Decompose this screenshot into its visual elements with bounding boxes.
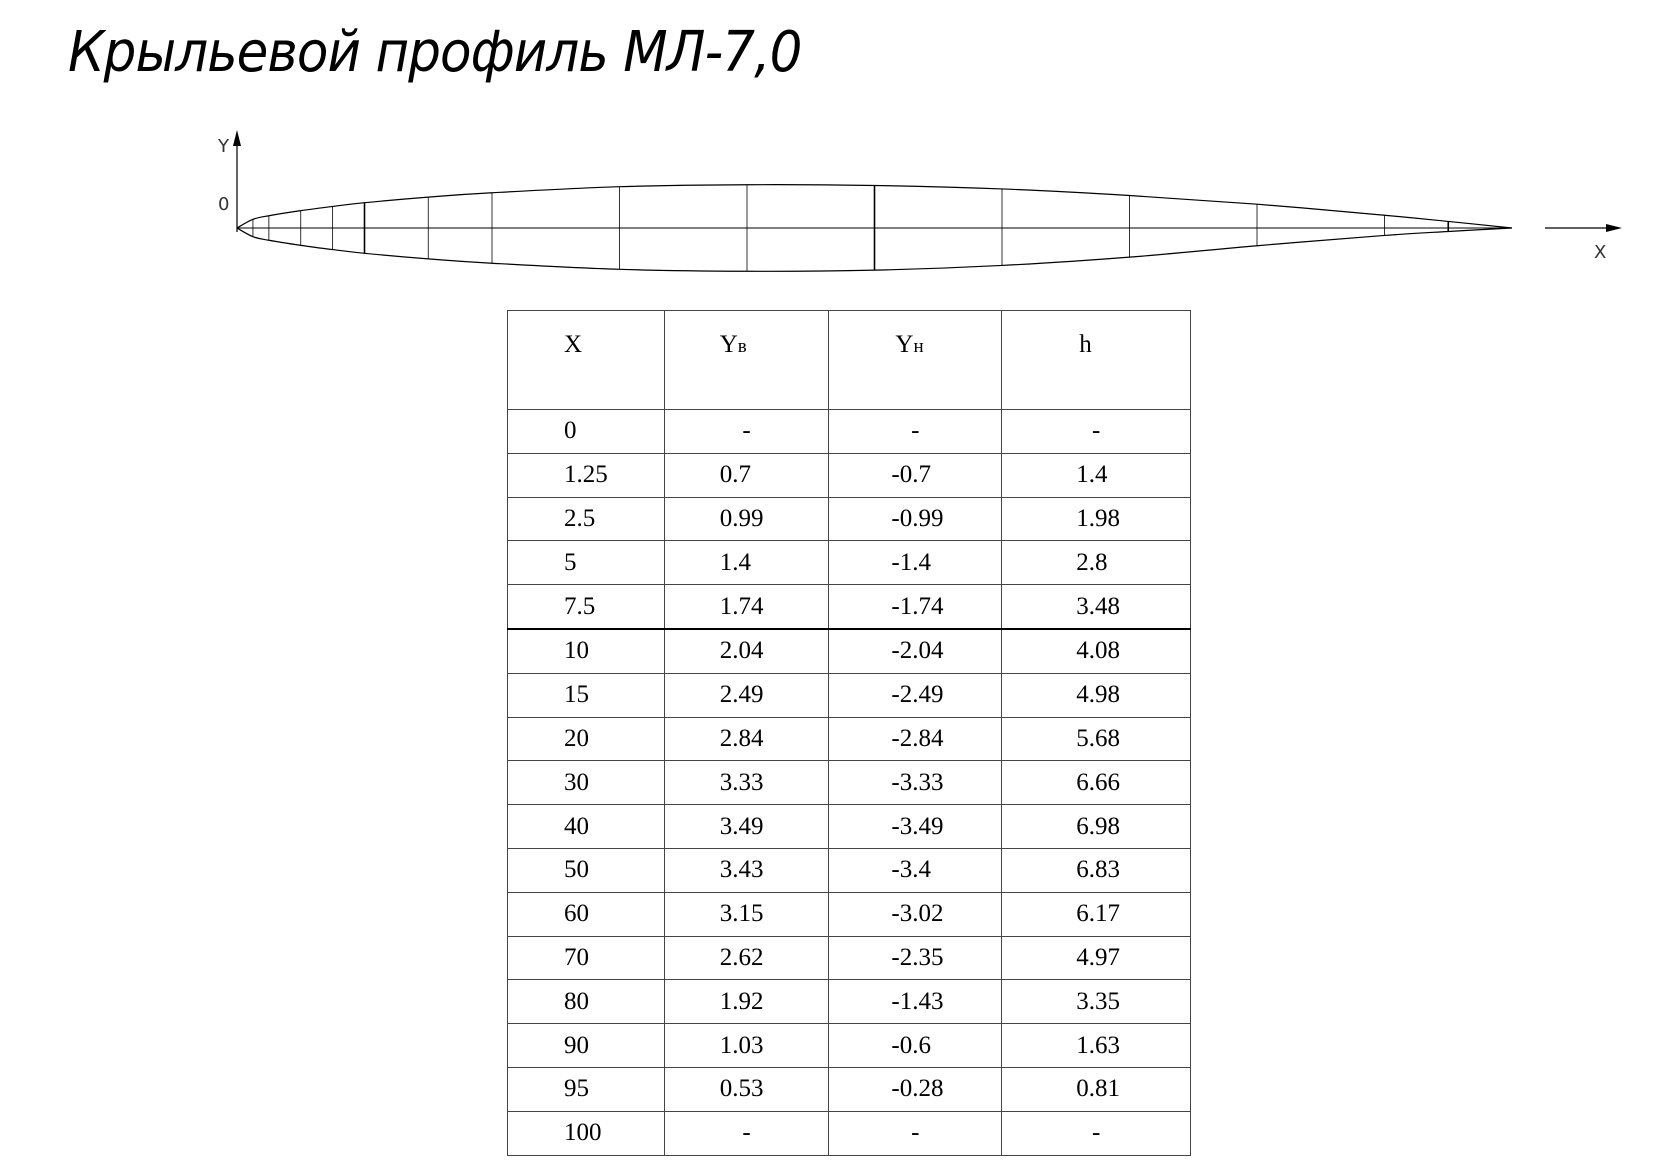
table-row <box>508 453 1191 497</box>
table-row <box>508 673 1191 717</box>
cell-x: 90 <box>508 1024 665 1068</box>
cell-h: 2.8 <box>1002 541 1191 585</box>
y-axis-arrow <box>233 130 241 146</box>
cell-x: 40 <box>508 805 665 849</box>
cell-x: 70 <box>508 936 665 980</box>
cell-y-upper: 0.7 <box>664 453 829 497</box>
table-row <box>508 1067 1191 1111</box>
cell-y-lower: - <box>829 410 1002 454</box>
cell-y-lower: -3.49 <box>829 805 1002 849</box>
cell-y-lower: -0.6 <box>829 1024 1002 1068</box>
table-row <box>508 1024 1191 1068</box>
cell-y-upper: 3.15 <box>664 892 829 936</box>
cell-y-lower: - <box>829 1111 1002 1155</box>
cell-h: 3.35 <box>1002 980 1191 1024</box>
cell-y-upper: 2.49 <box>664 673 829 717</box>
cell-y-upper: - <box>664 1111 829 1155</box>
cell-y-lower: -1.43 <box>829 980 1002 1024</box>
cell-y-upper: 3.33 <box>664 761 829 805</box>
cell-y-lower: -0.28 <box>829 1067 1002 1111</box>
cell-y-upper: 2.04 <box>664 629 829 673</box>
cell-h: 1.98 <box>1002 497 1191 541</box>
x-axis-label: X <box>1594 242 1607 263</box>
cell-y-upper: 1.4 <box>664 541 829 585</box>
cell-h: 4.08 <box>1002 629 1191 673</box>
cell-y-upper: 0.53 <box>664 1067 829 1111</box>
cell-h: 1.4 <box>1002 453 1191 497</box>
cell-y-upper: 2.62 <box>664 936 829 980</box>
cell-y-lower: -2.84 <box>829 717 1002 761</box>
cell-x: 50 <box>508 848 665 892</box>
cell-x: 5 <box>508 541 665 585</box>
table-row <box>508 585 1191 629</box>
cell-x: 80 <box>508 980 665 1024</box>
cell-y-lower: -2.49 <box>829 673 1002 717</box>
cell-x: 1.25 <box>508 453 665 497</box>
cell-h: - <box>1002 410 1191 454</box>
table-row <box>508 980 1191 1024</box>
cell-y-upper: 3.49 <box>664 805 829 849</box>
cell-x: 95 <box>508 1067 665 1111</box>
cell-y-lower: -1.74 <box>829 585 1002 629</box>
cell-y-upper: - <box>664 410 829 454</box>
table-row <box>508 717 1191 761</box>
cell-y-lower: -0.99 <box>829 497 1002 541</box>
cell-h: 4.98 <box>1002 673 1191 717</box>
origin-label: 0 <box>218 194 230 215</box>
cell-h: 6.98 <box>1002 805 1191 849</box>
table-row <box>508 936 1191 980</box>
cell-x: 100 <box>508 1111 665 1155</box>
cell-x: 10 <box>508 629 665 673</box>
cell-x: 20 <box>508 717 665 761</box>
cell-y-upper: 0.99 <box>664 497 829 541</box>
page-title: Крыльевой профиль МЛ-7,0 <box>68 20 802 85</box>
table-row <box>508 848 1191 892</box>
cell-y-upper: 1.74 <box>664 585 829 629</box>
table-row <box>508 892 1191 936</box>
cell-y-upper: 1.92 <box>664 980 829 1024</box>
coordinates-table <box>507 310 1191 1156</box>
cell-y-upper: 2.84 <box>664 717 829 761</box>
airfoil-profile-drawing <box>0 0 1680 300</box>
cell-x: 60 <box>508 892 665 936</box>
table-row <box>508 541 1191 585</box>
cell-h: 1.63 <box>1002 1024 1191 1068</box>
table-row <box>508 629 1191 673</box>
x-axis-arrow <box>1606 224 1622 232</box>
table-row <box>508 1111 1191 1155</box>
cell-y-lower: -0.7 <box>829 453 1002 497</box>
cell-y-lower: -2.04 <box>829 629 1002 673</box>
table-row <box>508 805 1191 849</box>
cell-x: 7.5 <box>508 585 665 629</box>
cell-x: 15 <box>508 673 665 717</box>
column-header-y-lower: Yн <box>829 311 1002 410</box>
cell-h: 5.68 <box>1002 717 1191 761</box>
table-row <box>508 761 1191 805</box>
cell-h: 6.83 <box>1002 848 1191 892</box>
cell-y-lower: -3.4 <box>829 848 1002 892</box>
column-header-h: h <box>1002 311 1191 410</box>
cell-x: 2.5 <box>508 497 665 541</box>
cell-y-upper: 3.43 <box>664 848 829 892</box>
cell-y-lower: -3.33 <box>829 761 1002 805</box>
cell-h: 0.81 <box>1002 1067 1191 1111</box>
table-row <box>508 497 1191 541</box>
table-header-row <box>508 311 1191 410</box>
cell-y-upper: 1.03 <box>664 1024 829 1068</box>
cell-h: - <box>1002 1111 1191 1155</box>
column-header-y-upper: Yв <box>664 311 829 410</box>
cell-h: 6.66 <box>1002 761 1191 805</box>
column-header-x: X <box>508 311 665 410</box>
cell-x: 30 <box>508 761 665 805</box>
cell-h: 3.48 <box>1002 585 1191 629</box>
cell-y-lower: -1.4 <box>829 541 1002 585</box>
cell-y-lower: -2.35 <box>829 936 1002 980</box>
cell-h: 4.97 <box>1002 936 1191 980</box>
cell-x: 0 <box>508 410 665 454</box>
y-axis-label: Y <box>218 136 229 157</box>
cell-y-lower: -3.02 <box>829 892 1002 936</box>
table-row <box>508 410 1191 454</box>
cell-h: 6.17 <box>1002 892 1191 936</box>
